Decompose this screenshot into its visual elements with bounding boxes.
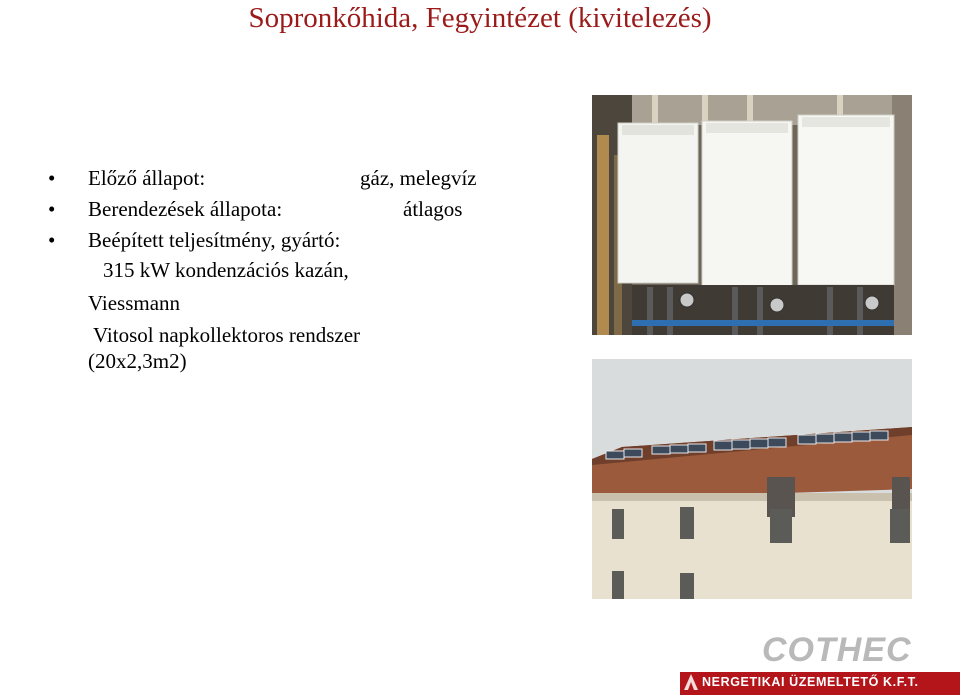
bullet-value: gáz, melegvíz — [360, 166, 477, 190]
solar-roof-photo — [592, 359, 912, 599]
bullet-label: Előző állapot: — [88, 166, 206, 190]
bullet-dot-icon: • — [48, 197, 56, 221]
company-subtitle: NERGETIKAI ÜZEMELTETŐ K.F.T. — [702, 675, 919, 689]
bullet-item — [48, 194, 568, 225]
bullet-list — [48, 163, 568, 256]
bullet-dot-icon: • — [48, 228, 56, 252]
bullet-value: átlagos — [403, 197, 463, 221]
boiler-illustration — [592, 95, 912, 335]
bullet-item — [48, 163, 568, 194]
spec-line: Vitosol napkollektoros rendszer — [93, 323, 361, 347]
bullet-dot-icon: • — [48, 166, 56, 190]
spec-line: Viessmann — [88, 291, 181, 315]
spec-line: (20x2,3m2) — [88, 349, 187, 373]
bullet-label: Beépített teljesítmény, gyártó: — [88, 228, 341, 252]
company-mark-icon — [682, 672, 700, 692]
cothec-logo: COTHEC — [762, 631, 912, 669]
boiler-room-photo — [592, 95, 912, 335]
spec-line: 315 kW kondenzációs kazán, — [103, 258, 349, 282]
slide-title: Sopronkőhida, Fegyintézet (kivitelezés) — [248, 2, 712, 34]
solar-roof-illustration — [592, 359, 912, 599]
bullet-item — [48, 225, 568, 256]
bullet-label: Berendezések állapota: — [88, 197, 283, 221]
